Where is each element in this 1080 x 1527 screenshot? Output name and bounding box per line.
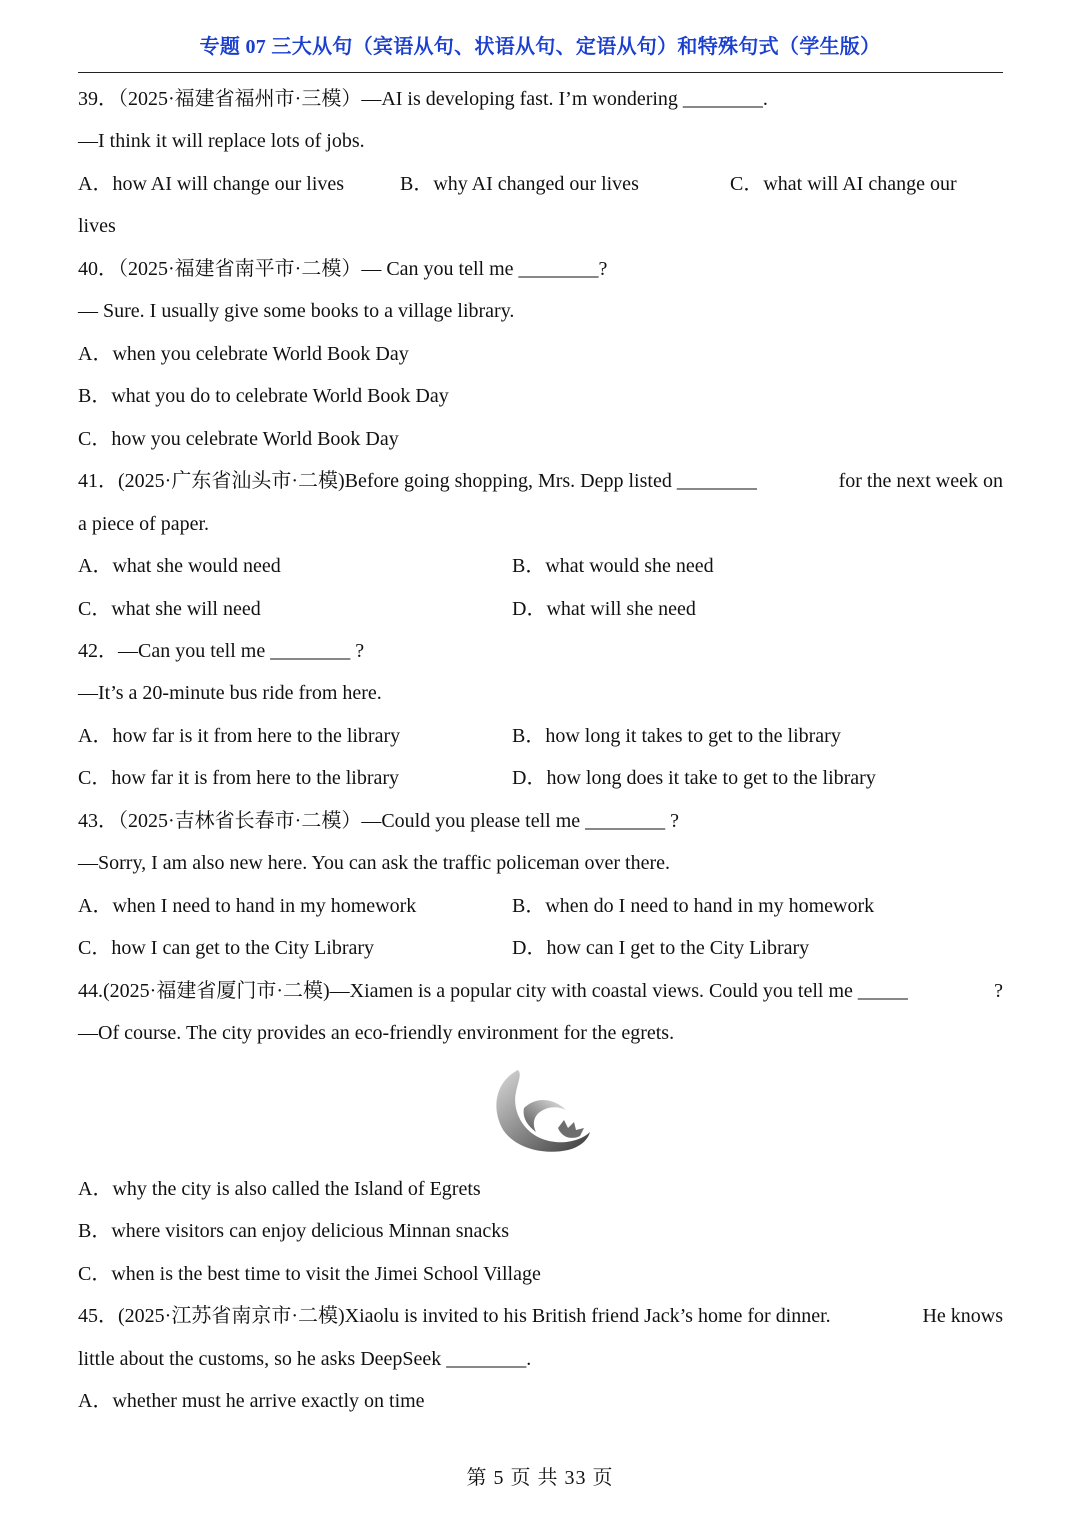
question-45-stem-right: He knows xyxy=(922,1305,1003,1327)
question-42-option-b: B．how long it takes to get to the library xyxy=(512,725,841,747)
question-44-option-a: A．why the city is also called the Island of Egrets xyxy=(78,1178,481,1200)
question-40-option-c: C．how you celebrate World Book Day xyxy=(78,428,399,450)
question-44-option-b: B．where visitors can enjoy delicious Minnan snacks xyxy=(78,1220,510,1242)
question-40-reply: — Sure. I usually give some books to a village library. xyxy=(78,300,515,322)
question-44-stem-left: 44.(2025·福建省厦门市·二模)—Xiamen is a popular city with coastal views. Could you tell me _____ xyxy=(78,980,908,1002)
question-41-stem-line-2: a piece of paper. xyxy=(78,513,210,535)
question-42-option-a: A．how far is it from here to the library xyxy=(78,725,401,747)
question-40-option-a: A．when you celebrate World Book Day xyxy=(78,343,409,365)
question-40-stem: 40．（2025·福建省南平市·二模）— Can you tell me ________? xyxy=(78,258,608,280)
page-header-title: 专题 07 三大从句（宾语从句、状语从句、定语从句）和特殊句式（学生版） xyxy=(199,36,881,58)
question-41-stem-line-1 xyxy=(78,468,1003,494)
question-43-option-d: D．how can I get to the City Library xyxy=(512,937,810,959)
egret-logo-crest xyxy=(558,1120,584,1138)
question-44-stem-right: ? xyxy=(994,980,1003,1002)
question-41-stem-left: 41．(2025·广东省汕头市·二模)Before going shopping, Mrs. Depp listed ________ xyxy=(78,470,757,492)
question-45-stem-left: 45．(2025·江苏省南京市·二模)Xiaolu is invited to his British friend Jack’s home for dinner. xyxy=(78,1305,831,1327)
question-43-reply: —Sorry, I am also new here. You can ask the traffic policeman over there. xyxy=(78,852,671,874)
header-divider xyxy=(78,72,1003,73)
question-41-stem-right: for the next week on xyxy=(838,470,1003,492)
egret-logo-image xyxy=(488,1066,592,1158)
question-44-reply: —Of course. The city provides an eco-friendly environment for the egrets. xyxy=(78,1022,675,1044)
egret-logo-outer-curve xyxy=(496,1070,590,1152)
question-42-stem: 42．—Can you tell me ________ ? xyxy=(78,640,365,662)
question-44-option-c: C．when is the best time to visit the Jimei School Village xyxy=(78,1263,541,1285)
page-footer-number: 第 5 页 共 33 页 xyxy=(466,1467,614,1489)
question-39-option-c-continued: lives xyxy=(78,215,116,237)
question-39-option-a: A．how AI will change our lives xyxy=(78,173,345,195)
question-45-option-a: A．whether must he arrive exactly on time xyxy=(78,1390,425,1412)
question-45-stem-line-2: little about the customs, so he asks DeepSeek ________. xyxy=(78,1348,532,1370)
question-39-stem: 39．（2025·福建省福州市·三模）—AI is developing fast. I’m wondering ________. xyxy=(78,88,768,110)
question-39-reply: —I think it will replace lots of jobs. xyxy=(78,130,365,152)
question-45-stem-line-1 xyxy=(78,1303,1003,1329)
question-39-option-b: B．why AI changed our lives xyxy=(400,173,639,195)
question-42-option-d: D．how long does it take to get to the library xyxy=(512,767,876,789)
question-41-option-b: B．what would she need xyxy=(512,555,714,577)
question-43-option-a: A．when I need to hand in my homework xyxy=(78,895,417,917)
question-41-option-c: C．what she will need xyxy=(78,598,261,620)
question-43-stem: 43．（2025·吉林省长春市·二模）—Could you please tell me ________ ? xyxy=(78,810,680,832)
question-41-option-a: A．what she would need xyxy=(78,555,281,577)
question-44-stem xyxy=(78,978,1003,1004)
question-39-option-c: C．what will AI change our xyxy=(730,173,957,195)
question-43-option-c: C．how I can get to the City Library xyxy=(78,937,375,959)
question-42-option-c: C．how far it is from here to the library xyxy=(78,767,400,789)
question-43-option-b: B．when do I need to hand in my homework xyxy=(512,895,875,917)
question-40-option-b: B．what you do to celebrate World Book Day xyxy=(78,385,449,407)
question-42-reply: —It’s a 20-minute bus ride from here. xyxy=(78,682,382,704)
question-41-option-d: D．what will she need xyxy=(512,598,696,620)
